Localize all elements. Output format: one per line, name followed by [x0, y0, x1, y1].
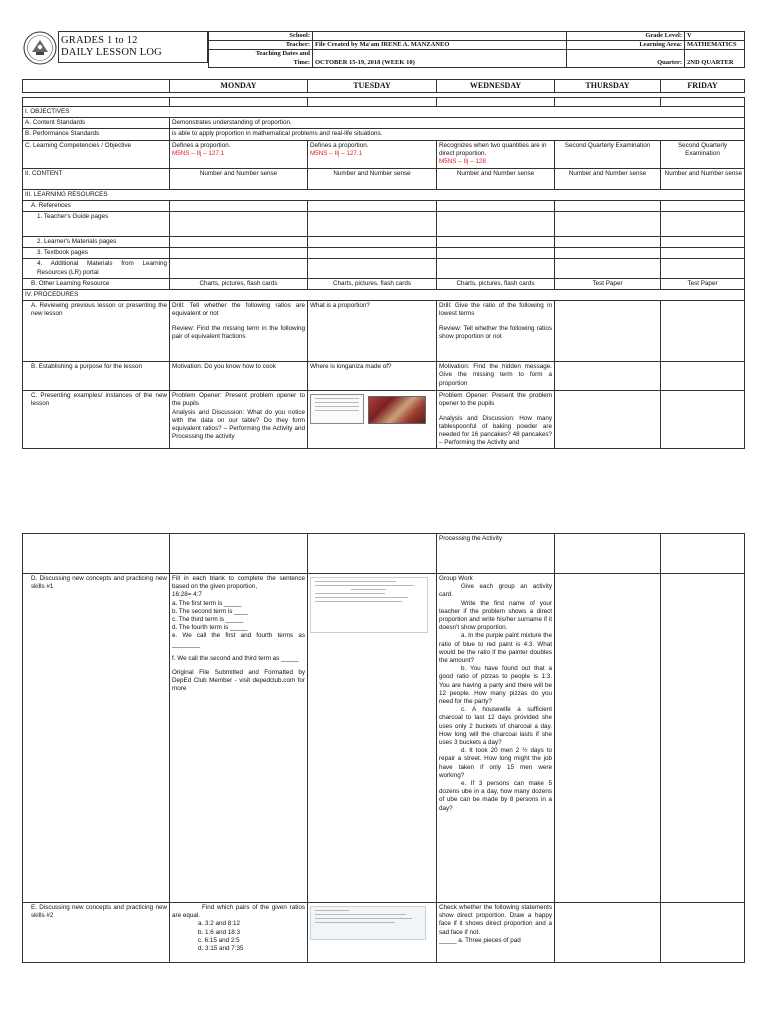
other-resources-label: B. Other Learning Resource: [23, 278, 170, 289]
other-resources-tuesday: Charts, pictures, flash cards: [308, 278, 437, 289]
proc-d-monday-instruction: Fill in each blank to complete the sentence based on the given proportion,: [172, 575, 305, 591]
proc-c-tuesday: [308, 391, 437, 449]
proc-b-label: B. Establishing a purpose for the lesson: [23, 362, 170, 391]
teachers-guide-label: 1. Teacher's Guide pages: [23, 212, 170, 237]
competency-monday-code: M5NS – IIj – 127.1: [172, 149, 225, 157]
content-standards-label: A. Content Standards: [23, 118, 170, 129]
proc-d-monday-item-e: e. We call the first and fourth terms as ________: [172, 632, 305, 648]
proc-d-label: D. Discussing new concepts and practicing new skills #1: [23, 574, 170, 903]
content-standards-value: Demonstrates understanding of proportion.: [170, 118, 745, 129]
quarter-label: Quarter:: [567, 50, 685, 68]
school-label: School:: [209, 32, 313, 41]
proc-d-wednesday-instruction-2: Write the first name of your teacher if the problem shows a direct proportion and write his/her surname if it doesn't show proportion.: [439, 599, 552, 632]
competency-wednesday: [437, 140, 555, 168]
area-value: MATHEMATICS: [685, 41, 745, 50]
longaniza-photo: [368, 396, 426, 424]
proc-d-monday-proportion: 16:28= 4:7: [172, 591, 202, 599]
proc-e-monday-instruction: Find which pairs of the given ratios are equal.: [172, 904, 305, 920]
area-label: Learning Area:: [567, 41, 685, 50]
proc-d-monday-credit: Original File Submitted and Formatted by DepEd Club Member - visit depedclub.com for more: [172, 669, 305, 693]
other-resources-wednesday: Charts, pictures, flash cards: [437, 278, 555, 289]
other-resources-thursday: Test Paper: [555, 278, 661, 289]
grade-value: V: [685, 32, 745, 41]
continuation-wednesday: Processing the Activity: [437, 534, 555, 574]
dates-value: OCTOBER 15-19, 2018 (WEEK 10): [313, 50, 567, 68]
proc-d-monday-item-b: b. The second term is ____: [172, 607, 249, 615]
other-resources-friday: Test Paper: [661, 278, 745, 289]
dates-label-line2: Time:: [293, 58, 310, 66]
day-header-blank: [23, 80, 170, 93]
proc-d-wednesday: [437, 574, 555, 903]
competency-monday-text: Defines a proportion.: [172, 141, 231, 149]
proc-b-tuesday: Where is longaniza made of?: [308, 362, 437, 391]
competency-wednesday-code: M5NS – IIj – 128: [439, 158, 486, 166]
proc-d-monday-item-d: d. The fourth term is _____: [172, 624, 248, 632]
quarter-value: 2ND QUARTER: [685, 50, 745, 68]
title-line-dll: DAILY LESSON LOG: [61, 47, 162, 58]
proc-e-label: E. Discussing new concepts and practicing new skills #2: [23, 903, 170, 963]
procedures-heading: IV. PROCEDURES: [23, 290, 745, 301]
proc-d-monday: [170, 574, 308, 903]
title-line-grades: GRADES 1 to 12: [61, 35, 138, 46]
proc-e-monday-item-d: d. 3:15 and 7:35: [198, 945, 244, 953]
proc-c-wednesday-opener: Problem Opener: Present the problem opener to the pupils: [439, 392, 552, 408]
proc-a-monday: [170, 301, 308, 362]
content-wednesday: Number and Number sense: [437, 168, 555, 189]
dates-label-line1: Teaching Dates and: [255, 50, 310, 58]
lesson-grid-page2: [22, 533, 745, 963]
proc-e-wednesday: [437, 903, 555, 963]
day-header-wednesday: WEDNESDAY: [437, 80, 555, 93]
proc-e-monday-item-c: c. 6:15 and 2:5: [198, 936, 240, 944]
competency-tuesday-code: M5NS – IIj – 127.1: [310, 149, 363, 157]
worksheet-thumbnail: [310, 577, 428, 633]
proc-e-wednesday-instruction: Check whether the following statements show direct proportion. Draw a happy face if it shows direct proportion and a sad face if not.: [439, 904, 552, 936]
proc-d-wednesday-instruction-1: Give each group an activity card.: [439, 583, 552, 599]
content-tuesday: Number and Number sense: [308, 168, 437, 189]
proc-c-monday-analysis: Analysis and Discussion: What do you notice with the data on our table? Do they form equivalent ratios? – Performing the Activity and Processing the activity: [172, 408, 305, 441]
proc-d-monday-item-c: c. The third term is _____: [172, 616, 244, 624]
header-info-table: [208, 31, 745, 68]
day-header-tuesday: TUESDAY: [308, 80, 437, 93]
proc-e-monday-item-b: b. 1:6 and 18:3: [198, 928, 241, 936]
school-value: [313, 32, 567, 41]
competencies-label: C. Learning Competencies / Objective: [23, 140, 170, 168]
competency-tuesday: [308, 140, 437, 168]
proc-e-monday: [170, 903, 308, 963]
proc-d-wednesday-title: Group Work: [439, 575, 473, 582]
performance-standards-value: is able to apply proportion in mathematical problems and real-life situations.: [170, 129, 745, 140]
deped-seal-logo: [22, 30, 58, 66]
learners-materials-label: 2. Learner's Materials pages: [23, 237, 170, 248]
proc-d-wednesday-problem-d: d. It took 20 men 2 ½ days to repair a street. How long might the job have taken if only 15 men were working?: [439, 747, 552, 779]
teacher-label: Teacher:: [209, 41, 313, 50]
proc-b-wednesday: Motivation: Find the hidden message. Give the missing term to form a proportion: [437, 362, 555, 391]
additional-materials-label: 4. Additional Materials from Learning Resources (LR) portal: [23, 259, 170, 278]
proc-d-wednesday-problem-b: b. You have found out that a good ratio of pizzas to people is 1:3. You are having a party and there will be 12 people. How many pizzas do you need for the party?: [439, 665, 552, 706]
proc-d-wednesday-problem-e: e. If 3 persons can make 5 dozens ube in a day, how many dozens of ube can be made by 8 persons in a day?: [439, 780, 552, 812]
competency-thursday: Second Quarterly Examination: [555, 140, 661, 168]
content-thursday: Number and Number sense: [555, 168, 661, 189]
log-title: [58, 31, 208, 63]
textbook-pages-label: 3. Textbook pages: [23, 248, 170, 259]
day-header-monday: MONDAY: [170, 80, 308, 93]
proc-a-monday-drill: Drill: Tell whether the following ratios are equivalent or not: [172, 302, 305, 318]
proc-a-wednesday: [437, 301, 555, 362]
proc-e-wednesday-item-a: _____ a. Three pieces of pad: [439, 936, 521, 944]
references-label: A. References: [23, 200, 170, 211]
proc-b-monday: Motivation: Do you know how to cook: [170, 362, 308, 391]
competency-wednesday-text: Recognizes when two quantities are in direct proportion.: [439, 141, 547, 157]
performance-standards-label: B. Performance Standards: [23, 129, 170, 140]
dates-label: [209, 50, 313, 68]
proc-e-tuesday: [308, 903, 437, 963]
proc-d-monday-item-f: f. We call the second and third term as _____: [172, 654, 299, 662]
proc-c-monday: [170, 391, 308, 449]
other-resources-monday: Charts, pictures, flash cards: [170, 278, 308, 289]
content-label: II. CONTENT: [23, 168, 170, 189]
proc-d-wednesday-problem-a: a. In the purple paint mixture the ratio of blue to red paint is 4:3. What would be the ratio if the painter doubles the amount?: [439, 632, 552, 665]
proc-c-label: C. Presenting examples/ instances of the new lesson: [23, 391, 170, 449]
content-monday: Number and Number sense: [170, 168, 308, 189]
problem-opener-thumbnail: [310, 394, 364, 424]
content-friday: Number and Number sense: [661, 168, 745, 189]
proc-a-wednesday-review: Review: Tell whether the following ratios show proportion or not: [439, 324, 552, 340]
proc-d-tuesday: [308, 574, 437, 903]
proc-a-wednesday-drill: Drill: Give the ratio of the following in lowest terms: [439, 302, 552, 318]
day-header-thursday: THURSDAY: [555, 80, 661, 93]
objectives-heading: I. OBJECTIVES: [23, 107, 745, 118]
proc-c-wednesday: [437, 391, 555, 449]
proc-a-monday-review: Review: Find the missing term in the following pair of equivalent fractions: [172, 324, 305, 340]
proc-a-tuesday: What is a proportion?: [308, 301, 437, 362]
weekday-header: [22, 79, 745, 93]
proc-d-monday-item-a: a. The first term is _____: [172, 599, 242, 607]
proc-c-wednesday-analysis: Analysis and Discussion: How many tablespoonful of baking powder are needed for 16 pancakes? 48 pancakes? – Performing the Activity and: [439, 414, 552, 447]
competency-friday: Second Quarterly Examination: [661, 140, 745, 168]
resources-heading: III. LEARNING RESOURCES: [23, 189, 745, 200]
grade-label: Grade Level:: [567, 32, 685, 41]
teacher-value: File Created by Ma'am IRENE A. MANZANEO: [313, 41, 567, 50]
reminder-thumbnail: [310, 906, 426, 940]
day-header-friday: FRIDAY: [661, 80, 745, 93]
spacer-row: [23, 98, 170, 107]
lesson-grid-page1: [22, 97, 745, 449]
continuation-row-label: [23, 534, 170, 574]
competency-monday: [170, 140, 308, 168]
competency-tuesday-text: Defines a proportion.: [310, 141, 369, 149]
proc-a-label: A. Reviewing previous lesson or presenting the new lesson: [23, 301, 170, 362]
proc-d-wednesday-problem-c: c. A housewife a sufficient charcoal to last 12 days provided she uses only 2 buckets of charcoal a day. How long will the charcoal lasts if she uses 3 buckets a day?: [439, 706, 552, 747]
proc-c-monday-opener: Problem Opener: Present problem opener to the pupils: [172, 392, 305, 408]
proc-e-monday-item-a: a. 3:2 and 8:12: [198, 920, 241, 928]
